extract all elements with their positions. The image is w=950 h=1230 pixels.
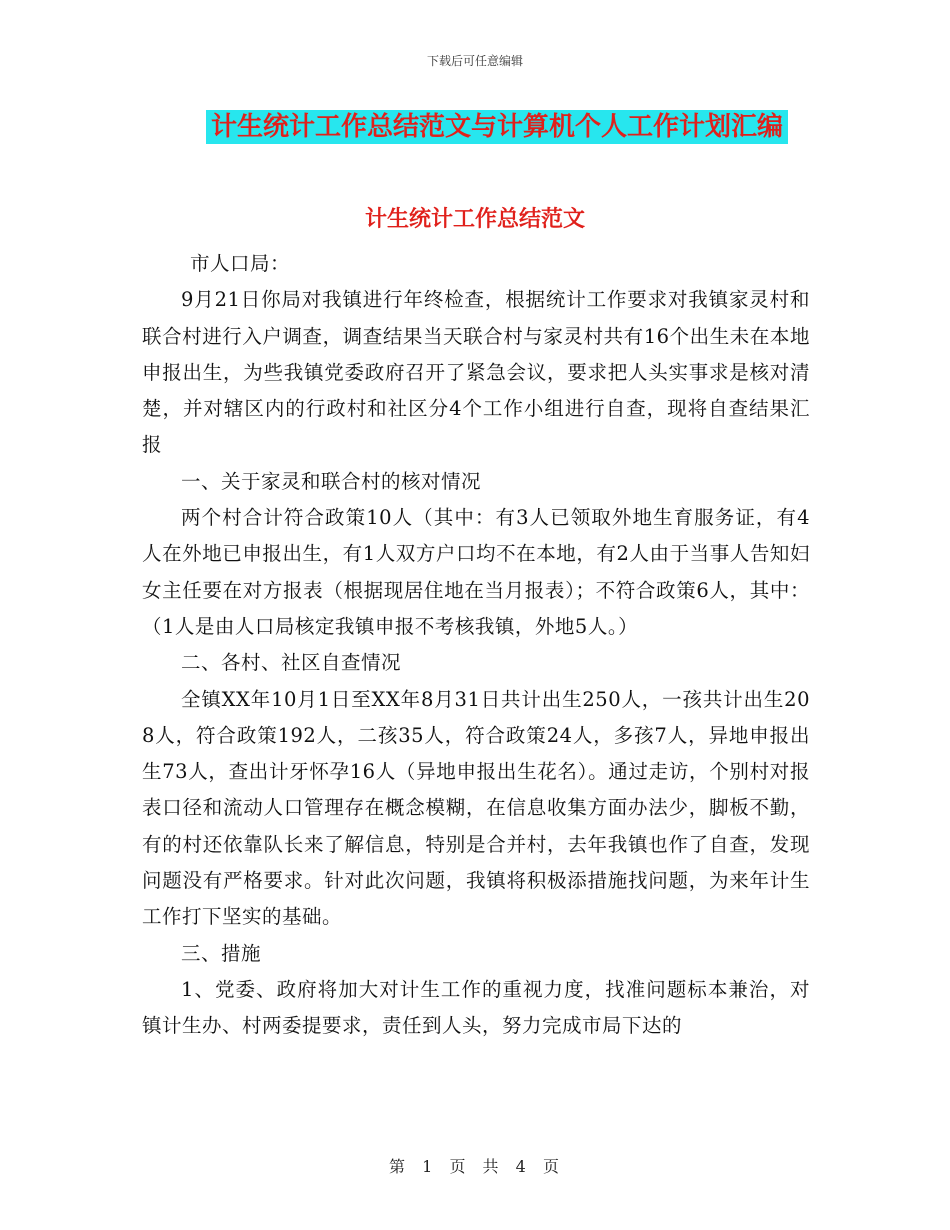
page-footer: [0, 1154, 950, 1177]
paragraph-self-check: 全镇XX年10月1日至XX年8月31日共计出生250人，一孩共计出生208人，符合政策192人，二孩35人，符合政策24人，多孩7人，异地申报出生73人，查出计牙怀孕16人（异地申报出生花名）。通过走访，个别村对报表口径和流动人口管理存在概念模糊，在信息收集方面办法少，脚板不勤，有的村还依靠队长来了解信息，特别是合并村，去年我镇也作了自查，发现问题没有严格要求。针对此次问题，我镇将积极添措施找问题，为来年计生工作打下坚实的基础。: [142, 687, 810, 929]
paragraph-heading-2: 二、各村、社区自查情况: [181, 651, 402, 675]
footer-label-total: 共: [482, 1157, 501, 1176]
footer-label-page-unit: 页: [449, 1157, 468, 1176]
section-title: 计生统计工作总结范文: [364, 207, 585, 232]
paragraph-intro: 9月21日你局对我镇进行年终检查，根据统计工作要求对我镇家灵村和联合村进行入户调查，调查结果当天联合村与家灵村共有16个出生未在本地申报出生，为些我镇党委政府召开了紧急会议，要求把人头实事求是核对清楚，并对辖区内的行政村和社区分4个工作小组进行自查，现将自查结果汇报: [142, 288, 810, 457]
footer-current-page: 1: [422, 1157, 435, 1176]
footer-total-pages: 4: [515, 1157, 528, 1176]
main-title: 计生统计工作总结范文与计算机个人工作计划汇编: [206, 110, 788, 144]
paragraph-heading-1: 一、关于家灵和联合村的核对情况: [181, 469, 482, 493]
paragraph-salutation: 市人口局：: [190, 252, 291, 275]
header-note: 下载后可任意编辑: [426, 54, 523, 68]
paragraph-measure-1: 1、党委、政府将加大对计生工作的重视力度，找准问题标本兼治，对镇计生办、村两委提要求，责任到人头，努力完成市局下达的: [142, 977, 810, 1038]
paragraph-heading-3: 三、措施: [181, 941, 262, 965]
footer-label-total-unit: 页: [542, 1157, 561, 1176]
document-body: [142, 246, 810, 1045]
footer-label-page: 第: [389, 1157, 408, 1176]
paragraph-verification: 两个村合计符合政策10人（其中：有3人已领取外地生育服务证，有4人在外地已申报出生，有1人双方户口均不在本地，有2人由于当事人告知妇女主任要在对方报表（根据现居住地在当月报表）；不符合政策6人，其中：（1人是由人口局核定我镇申报不考核我镇，外地5人。）: [142, 506, 810, 638]
